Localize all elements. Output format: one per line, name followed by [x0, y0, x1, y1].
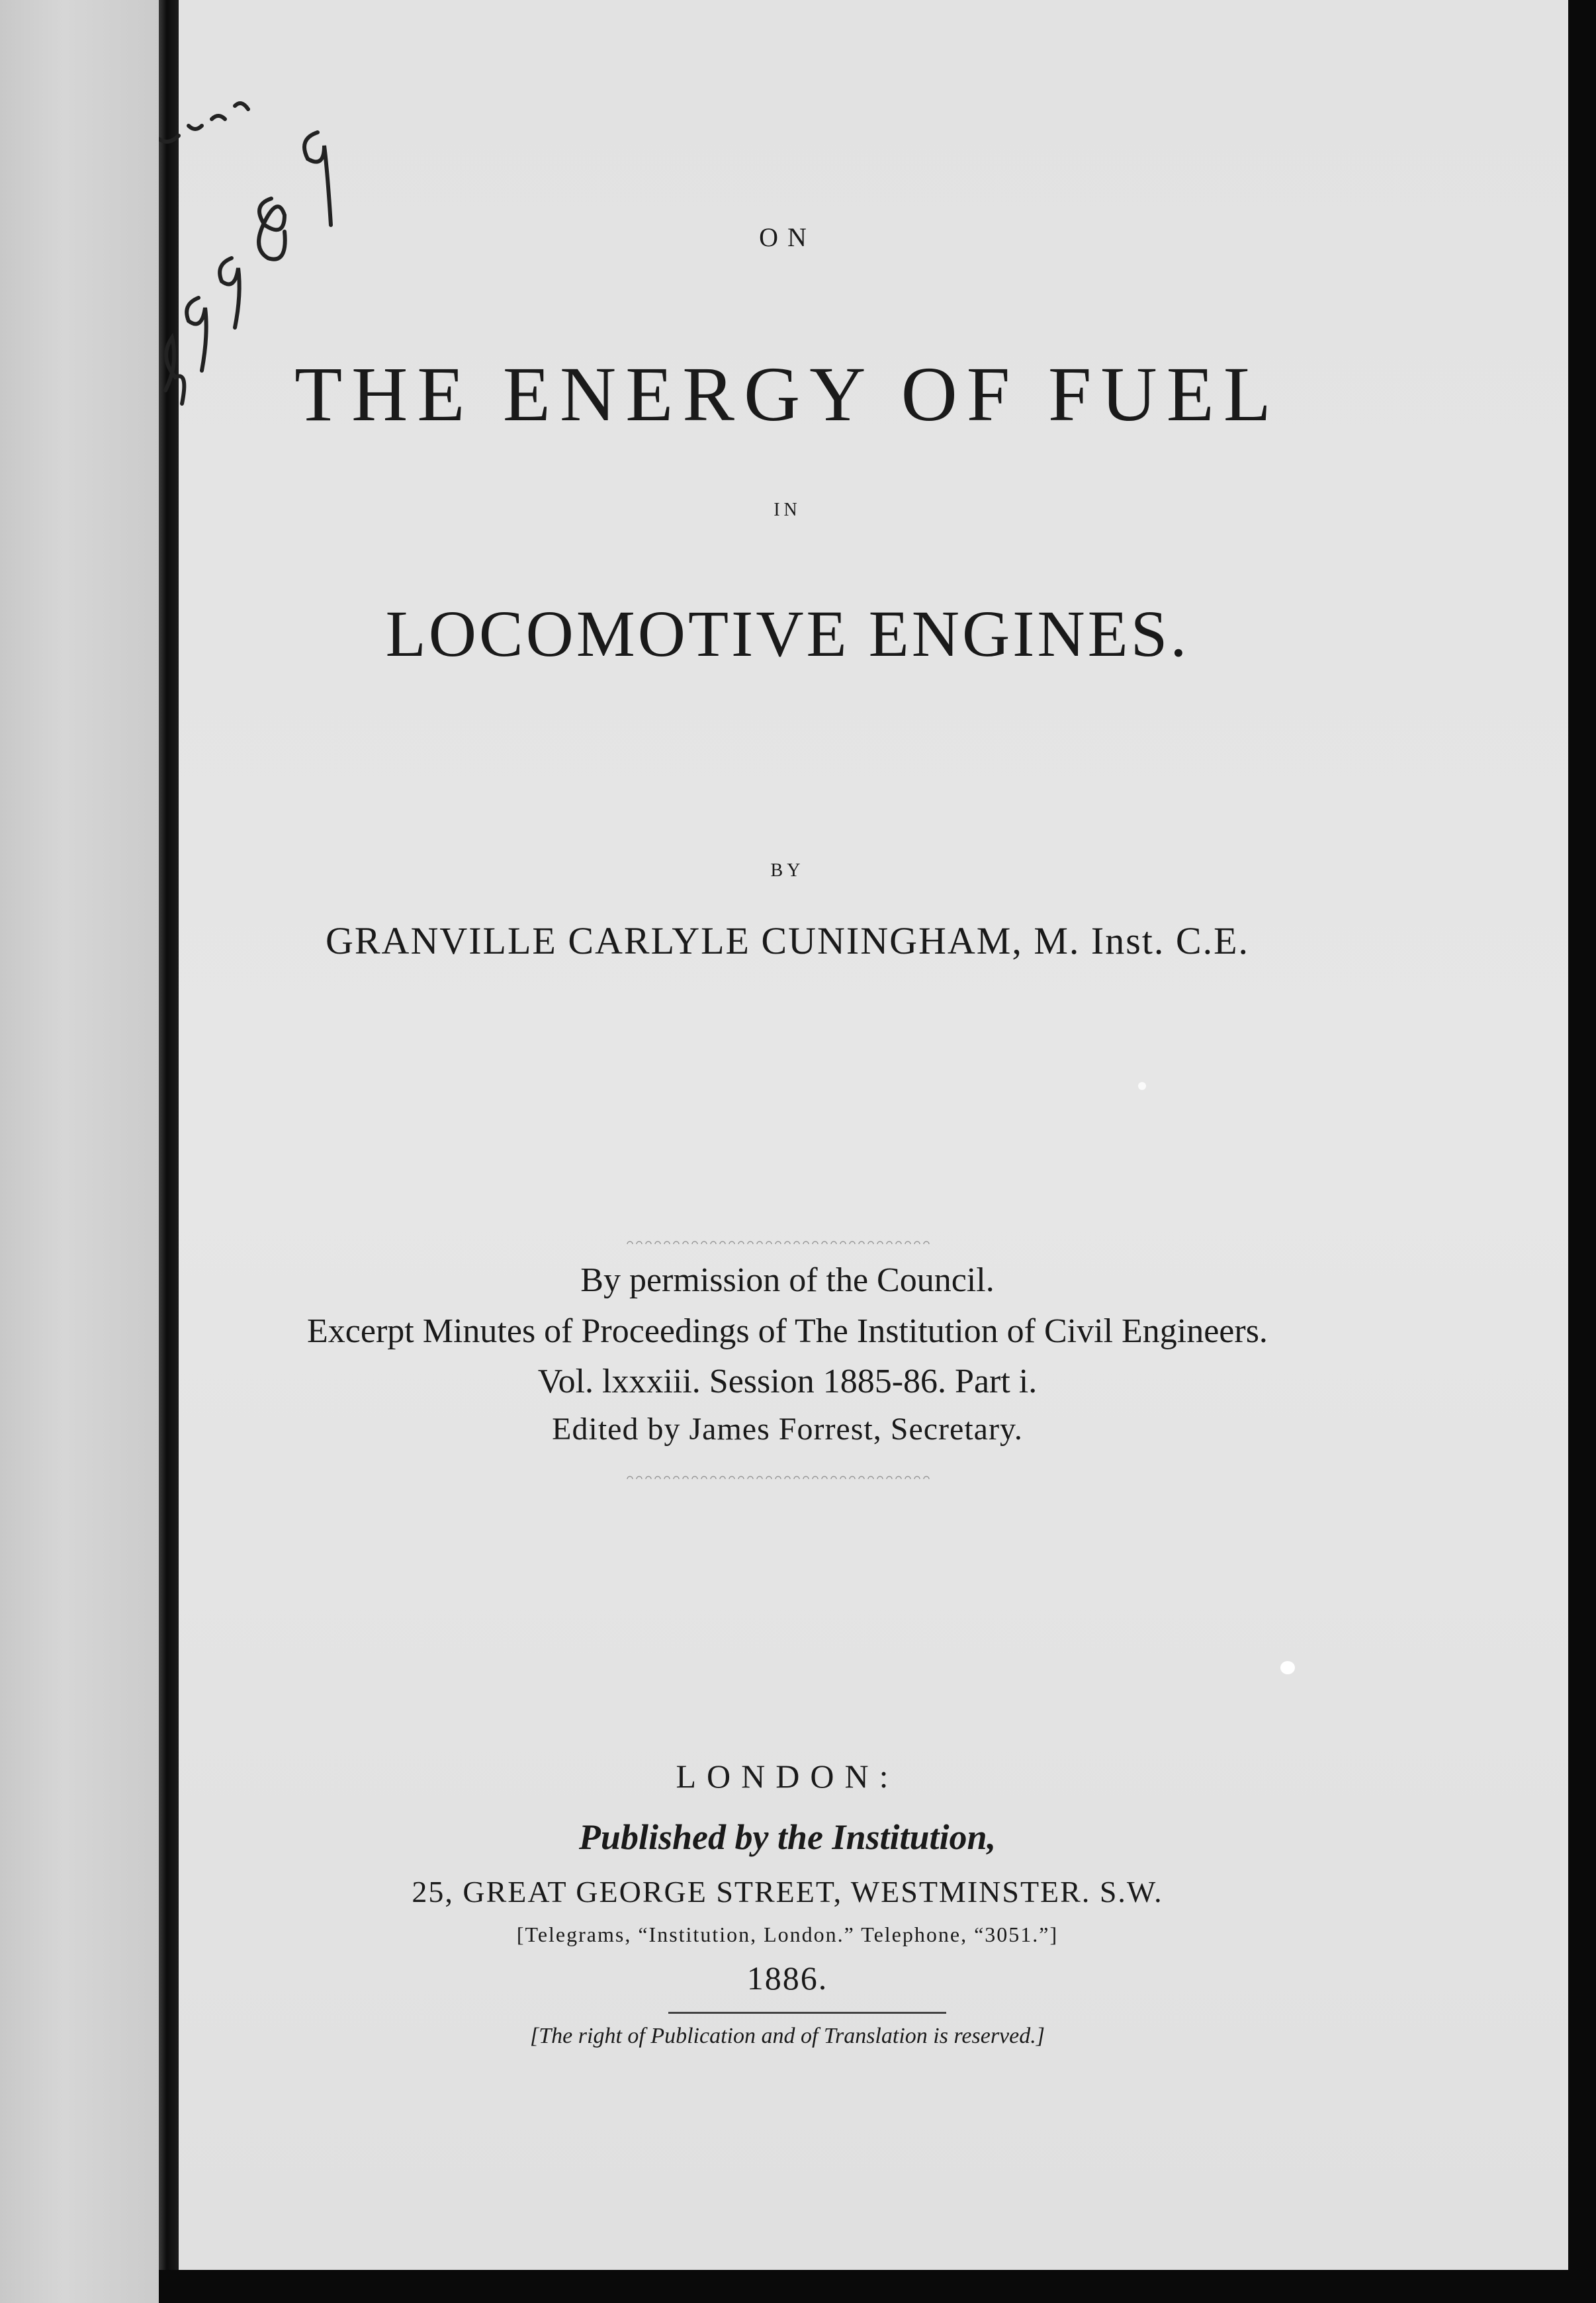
author-name: GRANVILLE CARLYLE CUNINGHAM, M. Inst. C.E.	[325, 919, 1250, 962]
publisher-address: 25, GREAT GEORGE STREET, WESTMINSTER. S.W.	[412, 1875, 1163, 1909]
publisher-line: Published by the Institution,	[578, 1817, 997, 1857]
scan-speck	[1138, 1082, 1146, 1090]
rights-notice: [The right of Publication and of Translation is reserved.]	[530, 2024, 1045, 2048]
title-prefix: ON	[759, 222, 816, 252]
ornamental-rule-bottom	[625, 1472, 930, 1479]
subtitle: LOCOMOTIVE ENGINES.	[385, 597, 1190, 670]
divider-rule	[668, 2012, 946, 2014]
handwritten-stroke	[220, 258, 240, 328]
permission-note: By permission of the Council.	[580, 1261, 995, 1299]
page-edge-right	[1568, 0, 1596, 2303]
editor-credit: Edited by James Forrest, Secretary.	[552, 1412, 1023, 1447]
publication-city: LONDON:	[676, 1758, 899, 1795]
excerpt-note: Excerpt Minutes of Proceedings of The Institution of Civil Engineers.	[307, 1312, 1268, 1350]
book-spine	[0, 0, 159, 2303]
page-edge-bottom	[159, 2270, 1596, 2303]
handwritten-stroke	[304, 132, 331, 225]
publication-year: 1886.	[746, 1960, 828, 1997]
title-connector: IN	[774, 500, 801, 520]
handwritten-stroke	[159, 103, 248, 142]
ornamental-rule-top	[625, 1238, 930, 1244]
volume-info: Vol. lxxxiii. Session 1885-86. Part i.	[537, 1363, 1038, 1400]
main-title: THE ENERGY OF FUEL	[294, 351, 1280, 437]
byline-prefix: BY	[770, 860, 805, 881]
scan-speck	[1280, 1661, 1295, 1674]
telegram-telephone-info: [Telegrams, “Institution, London.” Telephone, “3051.”]	[516, 1922, 1059, 1946]
